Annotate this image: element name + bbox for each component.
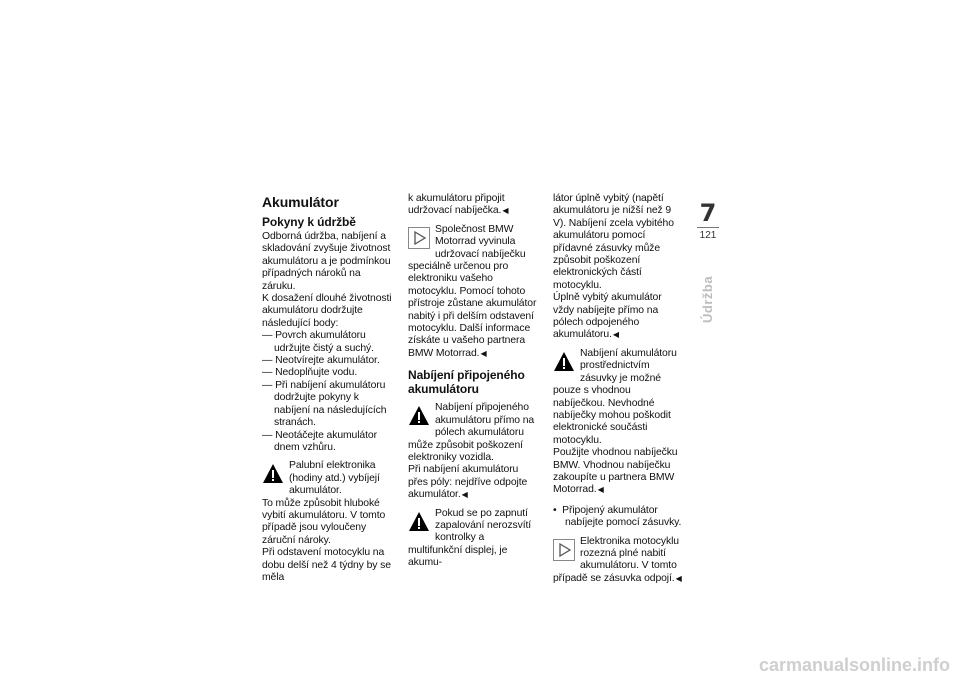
paragraph: Použijte vhodnou nabíječku BMW. Vhodnou nabíječku zakoupíte u partnera BMW Motorrad. ◀ — [553, 447, 683, 497]
chapter-marker — [697, 200, 719, 242]
tip-note — [408, 224, 538, 360]
column-2 — [408, 193, 538, 570]
warning-text: Nabíjení připojeného akumulátoru přímo na pólech akumulátoru může způsobit poškození elektroniky vozidla. — [408, 402, 535, 463]
warning-text: Pokud se po zapnutí zapalování nerozsvítí kontrolky a multifunkční displej, je akumu- — [408, 507, 532, 569]
warning-note — [408, 402, 538, 464]
warning-text: Nabíjení akumulátoru prostřednictvím zásuvky je možné pouze s vhodnou nabíječkou. Nevhodné nabíječky mohou poškodit elektronické součásti motocyklu. — [553, 347, 677, 446]
tip-triangle-icon — [553, 539, 575, 561]
chapter-label: Údržba — [700, 275, 715, 323]
tip-triangle-icon — [408, 227, 430, 249]
warning-triangle-icon — [408, 405, 430, 427]
warning-note — [262, 460, 392, 497]
warning-triangle-icon — [408, 511, 430, 533]
tip-text: Elektronika motocyklu rozezná plné nabití akumulátoru. V tomto případě se zásuvka odpojí. ◀ — [553, 536, 683, 586]
tip-note — [553, 536, 683, 586]
warning-text: Palubní elektronika (hodiny atd.) vybíjejí akumulátor. — [289, 460, 380, 497]
list-item: — Při nabíjení akumulátoru dodržujte pokyny k nabíjení na následujících stranách. — [262, 380, 392, 430]
storage-continuation: k akumulátoru připojit udržovací nabíječka. ◀ — [408, 193, 538, 218]
list-item: • Připojený akumulátor nabíjejte pomocí zásuvky. — [553, 505, 683, 530]
warning-continuation: látor úplně vybitý (napětí akumulátoru je nižší než 9 V). Nabíjení zcela vybitého akumulátoru pomocí přídavné zásuvky může způsobit poškození elektronických částí motocyklu. — [553, 193, 674, 291]
section-heading: Nabíjení připojeného akumulátoru — [408, 368, 525, 397]
section-subtitle: Pokyny k údržbě — [262, 215, 356, 229]
paragraph: Úplně vybitý akumulátor vždy nabíjejte přímo na pólech odpojeného akumulátoru. ◀ — [553, 292, 683, 342]
lead-paragraph: K dosažení dlouhé životnosti akumulátoru dodržujte následující body: — [262, 293, 392, 329]
section-title: Akumulátor — [262, 194, 339, 210]
warning-note — [553, 348, 683, 447]
instruction-paragraph: Při nabíjení akumulátoru přes póly: nejdříve odpojte akumulátor. ◀ — [408, 464, 538, 501]
warning-triangle-icon — [553, 351, 575, 373]
warning-triangle-icon — [262, 463, 284, 485]
warning-continuation: To může způsobit hluboké vybití akumulátoru. V tomto případě jsou vyloučeny záruční nároky. — [262, 497, 386, 546]
page-number: 121 — [699, 230, 717, 241]
storage-paragraph: Při odstavení motocyklu na dobu delší než 4 týdny by se měla — [262, 547, 391, 583]
intro-paragraph: Odborná údržba, nabíjení a skladování zvyšuje životnost akumulátoru a je podmínkou případných nároků na záruku. — [262, 231, 391, 292]
list-item: — Nedoplňujte vodu. — [262, 367, 392, 379]
tip-text: Společnost BMW Motorrad vyvinula udržovací nabíječku speciálně určenou pro elektroniku vašeho motocyklu. Pomocí tohoto přístroje zůstane akumulátor nabitý i při delším odstavení motocyklu. Další informace získáte u vašeho partnera BMW Motorrad. ◀ — [408, 224, 538, 360]
column-1 — [262, 193, 392, 584]
column-3 — [553, 193, 683, 585]
warning-note — [408, 508, 538, 570]
chapter-divider — [697, 227, 719, 228]
list-item: — Neotáčejte akumulátor dnem vzhůru. — [262, 430, 392, 455]
list-item: — Neotvírejte akumulátor. — [262, 355, 392, 367]
chapter-number: 7 — [699, 199, 717, 227]
list-item: — Povrch akumulátoru udržujte čistý a suchý. — [262, 330, 392, 355]
watermark: carmanualsonline.info — [758, 655, 950, 675]
